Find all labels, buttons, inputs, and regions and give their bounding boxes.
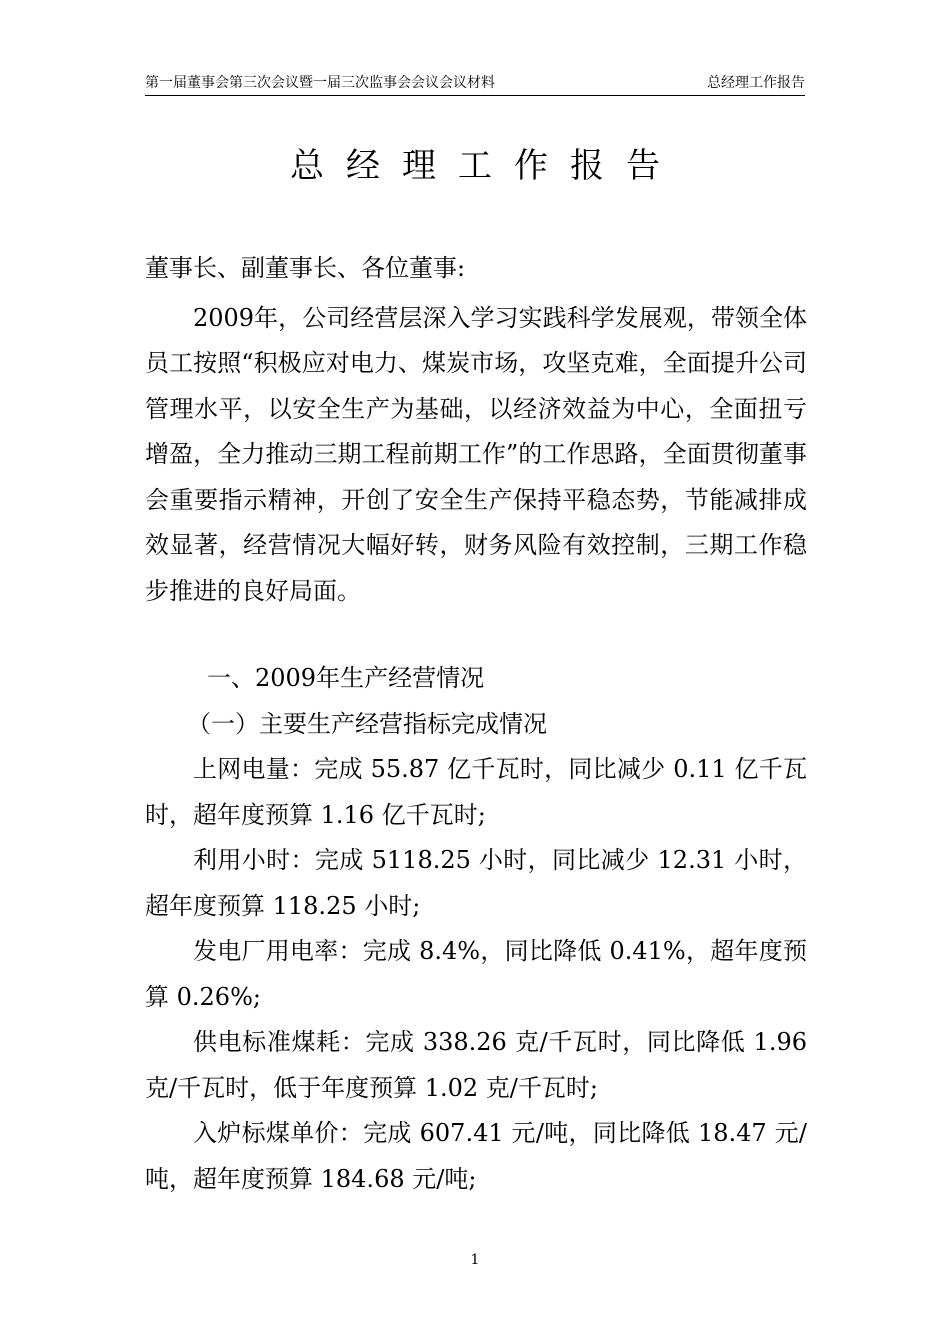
- running-header-document: 第一届董事会第三次会议暨一届三次监事会会议会议材料: [145, 75, 495, 91]
- section-heading: 一、2009年生产经营情况: [207, 664, 485, 692]
- intro-paragraph: 2009年，公司经营层深入学习实践科学发展观，带领全体员工按照“积极应对电力、煤炭市场，攻坚克难，全面提升公司管理水平，以安全生产为基础，以经济效益为中心，全面扭亏增盈，全力推动三期工程前期工作”的工作思路，全面贯彻董事会重要指示精神，开创了安全生产保持平稳态势，节能减排成效显著，经营情况大幅好转，财务风险有效控制，三期工作稳步推进的良好局面。: [145, 303, 807, 605]
- report-body: [145, 246, 807, 1202]
- running-header-section: 总经理工作报告: [707, 75, 805, 91]
- metric-item: 入炉标煤单价：完成 607.41 元/吨，同比降低 18.47 元/吨，超年度预算 184.68 元/吨;: [145, 1119, 807, 1193]
- metric-item: 发电厂用电率：完成 8.4%，同比降低 0.41%，超年度预算 0.26%;: [145, 937, 807, 1011]
- header-divider: [145, 95, 805, 96]
- metric-item: 上网电量：完成 55.87 亿千瓦时，同比减少 0.11 亿千瓦时，超年度预算 1.16 亿千瓦时;: [145, 755, 807, 829]
- metric-item: 供电标准煤耗：完成 338.26 克/千瓦时，同比降低 1.96 克/千瓦时，低于年度预算 1.02 克/千瓦时;: [145, 1028, 807, 1102]
- salutation: 董事长、副董事长、各位董事:: [145, 254, 466, 282]
- paragraph-gap: [145, 614, 807, 656]
- page-title: 总经理工作报告: [290, 146, 682, 186]
- metric-item: 利用小时：完成 5118.25 小时，同比减少 12.31 小时，超年度预算 118.25 小时;: [145, 846, 807, 920]
- page-number: 1: [470, 1252, 480, 1268]
- subsection-heading: （一）主要生产经营指标完成情况: [187, 709, 547, 738]
